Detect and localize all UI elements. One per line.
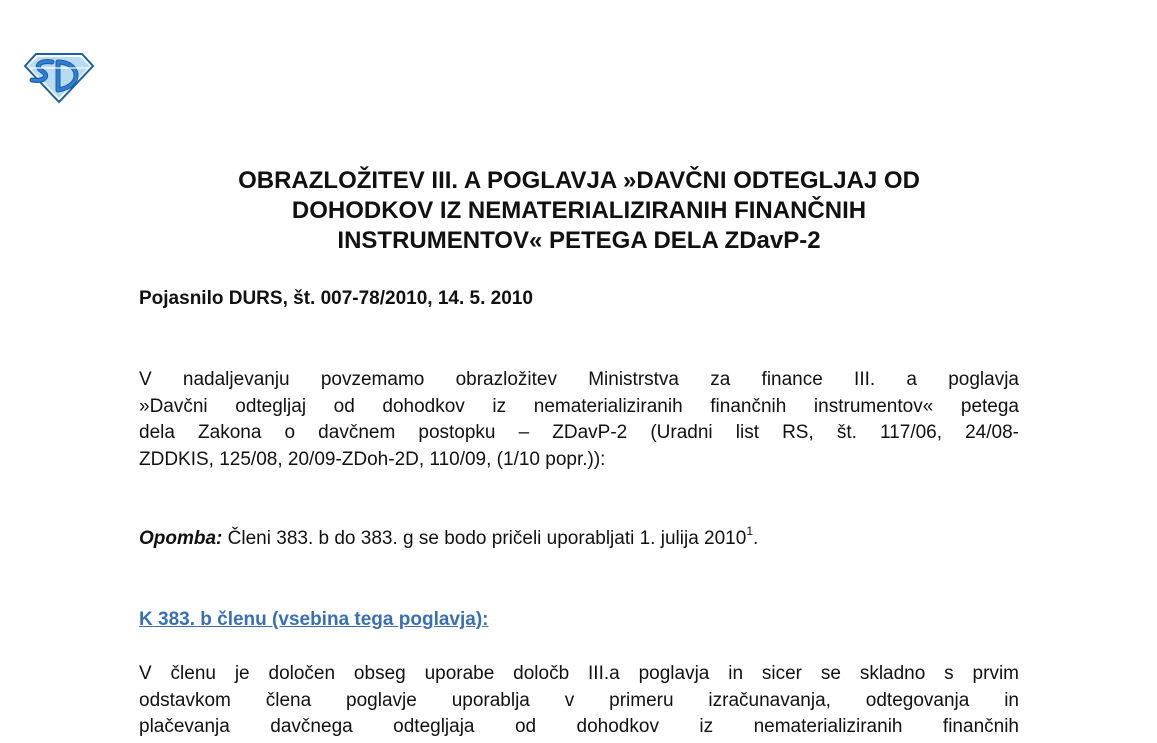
title-line: OBRAZLOŽITEV III. A POGLAVJA »DAVČNI ODTEGLJAJ OD — [238, 167, 920, 194]
paragraph-line: dela Zakona o davčnem postopku – ZDavP-2 (Uradni list RS, št. 117/06, 24/08- — [139, 422, 1019, 443]
paragraph-line: »Davčni odtegljaj od dohodkov iz nematerializiranih finančnih instrumentov« petega — [139, 395, 1019, 417]
paragraph-line: plačevanja davčnega odtegljaja od dohodkov iz nematerializiranih finančnih — [139, 716, 1019, 737]
intro-paragraph — [139, 367, 1019, 473]
note-paragraph — [139, 526, 758, 552]
note-end: . — [753, 528, 759, 549]
paragraph-line: V členu je določen obseg uporabe določb III.a poglavja in sicer se skladno s prvim — [139, 663, 1019, 684]
note-label: Opomba: — [139, 528, 223, 549]
title-line: DOHODKOV IZ NEMATERIALIZIRANIH FINANČNIH — [291, 197, 867, 224]
sd-logo-icon — [22, 50, 96, 104]
document-title — [139, 166, 1019, 256]
body-paragraph — [139, 661, 1019, 741]
section-heading-link[interactable]: K 383. b členu (vsebina tega poglavja): — [139, 609, 489, 630]
document-subtitle: Pojasnilo DURS, št. 007-78/2010, 14. 5. 2010 — [139, 288, 533, 309]
footnote-reference[interactable]: 1 — [746, 524, 753, 538]
paragraph-line: V nadaljevanju povzemamo obrazložitev Ministrstva za finance III. a poglavja — [139, 369, 1019, 390]
title-line: INSTRUMENTOV« PETEGA DELA ZDavP-2 — [337, 227, 821, 254]
paragraph-line: odstavkom člena poglavje uporablja v primeru izračunavanja, odtegovanja in — [139, 689, 1019, 711]
note-text: Členi 383. b do 383. g se bodo pričeli uporabljati 1. julija 2010 — [222, 528, 747, 549]
paragraph-line: ZDDKIS, 125/08, 20/09-ZDoh-2D, 110/09, (1/10 popr.)): — [139, 448, 606, 470]
